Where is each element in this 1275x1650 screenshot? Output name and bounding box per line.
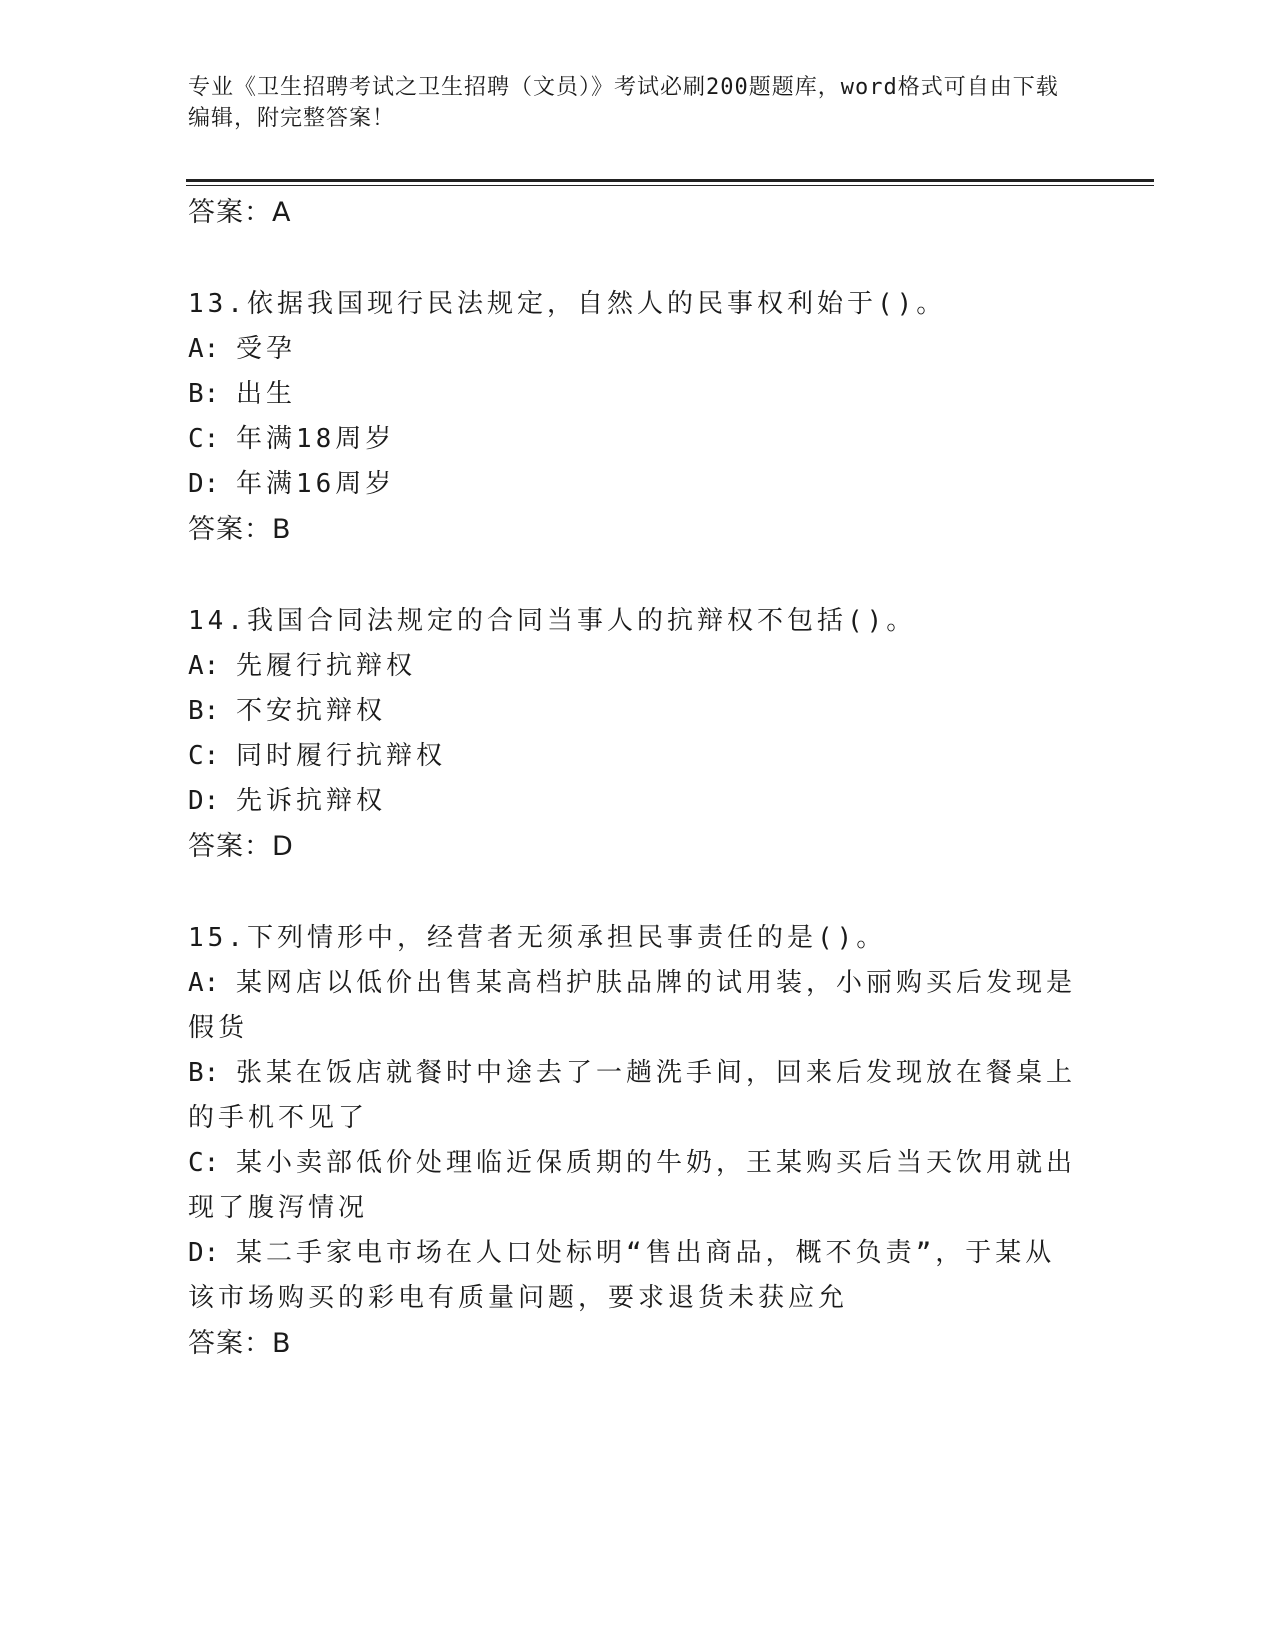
option-key: B: <box>188 1058 220 1088</box>
question-stem: 14.我国合同法规定的合同当事人的抗辩权不包括()。 <box>188 606 917 636</box>
header-divider-thin <box>186 185 1154 186</box>
question-stem: 15.下列情形中，经营者无须承担民事责任的是()。 <box>188 923 887 953</box>
option-key: D: <box>188 786 220 816</box>
option-key: B: <box>188 696 220 726</box>
option-text: 年满16周岁 <box>236 469 396 499</box>
option-a <box>188 327 1078 372</box>
option-key: D: <box>188 469 220 499</box>
option-text: 某小卖部低价处理临近保质期的牛奶，王某购买后当天饮用就出现了腹泻情况 <box>188 1148 1077 1223</box>
option-b <box>188 372 1078 417</box>
option-text: 某二手家电市场在人口处标明“售出商品，概不负责”，于某从该市场购买的彩电有质量问题，要求退货未获应允 <box>188 1238 1056 1313</box>
option-text: 张某在饭店就餐时中途去了一趟洗手间，回来后发现放在餐桌上的手机不见了 <box>188 1058 1077 1133</box>
option-b <box>188 689 1078 734</box>
option-d <box>188 779 1078 824</box>
answer-line: 答案：B <box>188 514 292 545</box>
answer-line: 答案：A <box>188 197 292 228</box>
option-key: A: <box>188 968 220 998</box>
question-stem: 13.依据我国现行民法规定，自然人的民事权利始于()。 <box>188 289 947 319</box>
option-text: 先诉抗辩权 <box>236 786 387 816</box>
option-d <box>188 462 1078 507</box>
header-divider-thick <box>186 179 1154 182</box>
option-a <box>188 644 1078 689</box>
option-text: 出生 <box>236 379 297 409</box>
option-text: 受孕 <box>236 334 297 364</box>
question-13 <box>188 282 1078 553</box>
option-text: 某网店以低价出售某高档护肤品牌的试用装，小丽购买后发现是假货 <box>188 968 1077 1043</box>
question-list <box>188 190 1078 1367</box>
option-key: A: <box>188 651 220 681</box>
option-key: C: <box>188 1148 220 1178</box>
option-text: 同时履行抗辩权 <box>236 741 447 771</box>
option-text: 不安抗辩权 <box>236 696 387 726</box>
option-a <box>188 961 1078 1051</box>
option-key: A: <box>188 334 220 364</box>
question-15 <box>188 916 1078 1367</box>
option-key: B: <box>188 379 220 409</box>
option-text: 年满18周岁 <box>236 424 396 454</box>
answer-line: 答案：D <box>188 831 294 862</box>
question-14 <box>188 599 1078 870</box>
option-c <box>188 417 1078 462</box>
option-c <box>188 1141 1078 1231</box>
option-key: D: <box>188 1238 220 1268</box>
option-key: C: <box>188 424 220 454</box>
document-header: 专业《卫生招聘考试之卫生招聘（文员）》考试必刷200题题库，word格式可自由下载编辑，附完整答案！ <box>188 75 1059 131</box>
option-b <box>188 1051 1078 1141</box>
answer-line: 答案：B <box>188 1328 292 1359</box>
option-text: 先履行抗辩权 <box>236 651 417 681</box>
option-key: C: <box>188 741 220 771</box>
option-c <box>188 734 1078 779</box>
option-d <box>188 1231 1078 1321</box>
